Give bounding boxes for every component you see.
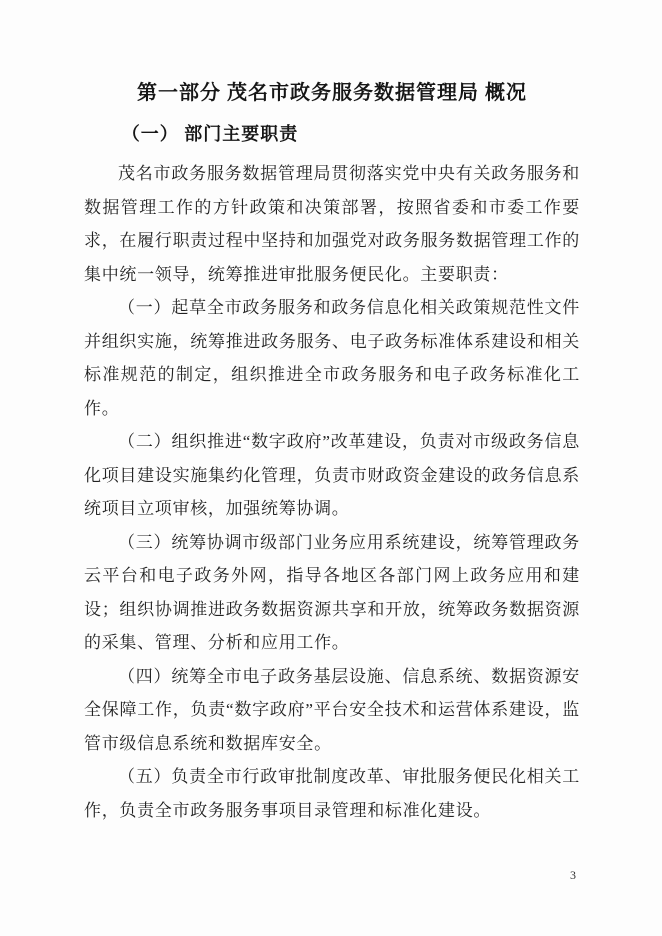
paragraph-duty-5: （五）负责全市行政审批制度改革、审批服务便民化相关工作，负责全市政务服务事项目录管理和标准化建设。 [84, 767, 580, 820]
document-title: 第一部分 茂名市政务服务数据管理局 概况 [137, 82, 527, 104]
paragraph-duty-2: （二）组织推进“数字政府”改革建设，负责对市级政务信息化项目建设实施集约化管理，负责市财政资金建设的政务信息系统项目立项审核，加强统筹协调。 [84, 432, 580, 518]
paragraph-duty-3: （三）统筹协调市级部门业务应用系统建设，统筹管理政务云平台和电子政务外网，指导各地区各部门网上政务应用和建设；组织协调推进政务数据资源共享和开放，统筹政务数据资源的采集、管理、分析和应用工作。 [84, 532, 580, 652]
paragraph-duty-4: （四）统筹全市电子政务基层设施、信息系统、数据资源安全保障工作，负责“数字政府”平台安全技术和运营体系建设，监管市级信息系统和数据库安全。 [84, 666, 580, 753]
paragraph-intro: 茂名市政务服务数据管理局贯彻落实党中央有关政务服务和数据管理工作的方针政策和决策部署，按照省委和市委工作要求，在履行职责过程中坚持和加强党对政务服务数据管理工作的集中统一领导，统筹推进审批服务便民化。主要职责： [84, 164, 580, 284]
section-heading: （一） 部门主要职责 [121, 124, 299, 144]
paragraph-duty-1: （一）起草全市政务服务和政务信息化相关政策规范性文件并组织实施，统筹推进政务服务、电子政务标准体系建设和相关标准规范的制定，组织推进全市政务服务和电子政务标准化工作。 [84, 298, 580, 418]
page-number: 3 [570, 868, 576, 882]
document-content [84, 80, 580, 827]
